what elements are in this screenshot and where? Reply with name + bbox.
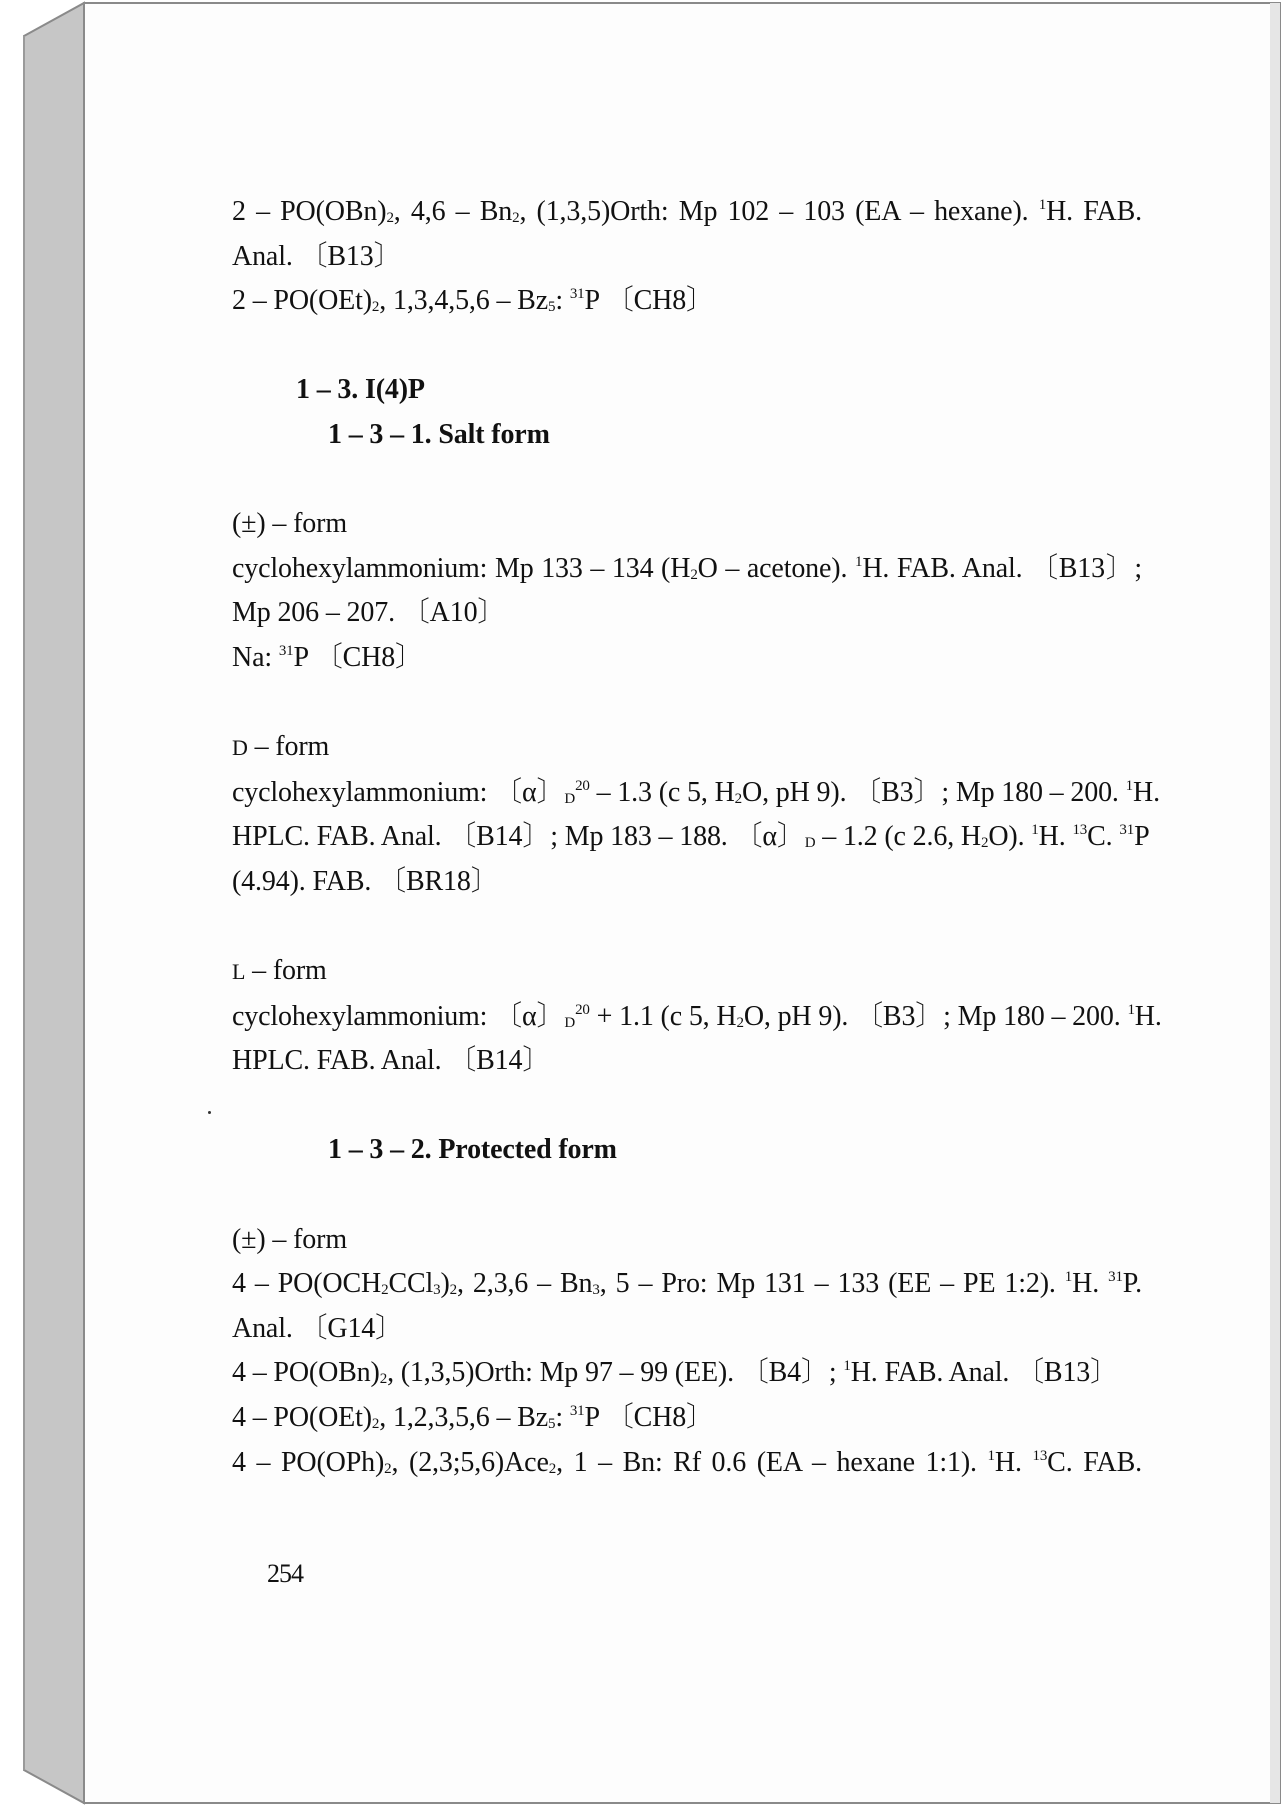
form-label-racemic: (±) – form (232, 508, 347, 540)
entry-line-10: HPLC. FAB. Anal. 〔B14〕; Mp 183 – 188. 〔α〕$_D$ – 1.2 (c 2.6, $H_2O$). $^1$H. $^{13}$C. $^{31}$P (232, 821, 1150, 853)
entry-line-7: Na: $^{31}$P 〔CH8〕 (232, 641, 423, 673)
form-label-l: L – form (232, 955, 327, 987)
spacer (232, 324, 1142, 369)
entry-line-2: Anal. 〔B13〕 (232, 240, 402, 272)
subsection-heading-1-3-2: 1 – 3 – 2. Protected form (328, 1134, 617, 1166)
scan-speck (208, 1111, 211, 1114)
spacer (232, 1173, 1142, 1218)
spacer (232, 458, 1142, 503)
entry-line-9: cyclohexylammonium: 〔α〕$_D^{20}$ – 1.3 (c 5, $H_2O$, pH 9). 〔B3〕; Mp 180 – 200. $^1$H. (232, 776, 1160, 808)
entry-line-18: $4 - PO(OBn)_2$, (1,3,5)Orth: Mp 97 – 99 (EE). 〔B4〕; $^1$H. FAB. Anal. 〔B13〕 (232, 1357, 1119, 1389)
spacer (232, 1084, 1142, 1129)
spacer (232, 681, 1142, 726)
entry-line-16: $4 - PO(OCH_2CCl_3)_2$, $2,3,6 - Bn_3$, 5 – Pro: Mp 131 – 133 (EE – PE 1:2). $^1$H. $^{31}$P. (232, 1268, 1142, 1300)
form-label-d: D – form (232, 731, 330, 763)
section-heading-1-3: 1 – 3. I(4)P (296, 374, 425, 406)
entry-line-3: $2 - PO(OEt)_2$, $1,3,4,5,6 - Bz_5$: $^{31}$P 〔CH8〕 (232, 285, 714, 317)
entry-line-19: $4 - PO(OEt)_2$, $1,2,3,5,6 - Bz_5$: $^{31}$P 〔CH8〕 (232, 1402, 714, 1434)
entry-line-6: Mp 206 – 207. 〔A10〕 (232, 597, 506, 629)
page-edge-shadow (1270, 3, 1280, 1803)
entry-line-1: $2 - PO(OBn)_2$, $4,6 - Bn_2$, (1,3,5)Orth: Mp 102 – 103 (EA – hexane). $^1$H. FAB. (232, 196, 1142, 227)
page-text-block (232, 190, 1162, 1485)
entry-line-11: (4.94). FAB. 〔BR18〕 (232, 865, 499, 897)
spacer (232, 905, 1142, 950)
entry-line-13: cyclohexylammonium: 〔α〕$_D^{20}$ + 1.1 (c 5, $H_2O$, pH 9). 〔B3〕; Mp 180 – 200. $^1$H. (232, 1000, 1162, 1032)
entry-line-20: $4 - PO(OPh)_2$, (2,3;5,6)Ace$_2$, 1 – Bn: Rf 0.6 (EA – hexane 1:1). $^1$H. $^{13}$C. FAB. (232, 1446, 1142, 1478)
subsection-heading-1-3-1: 1 – 3 – 1. Salt form (328, 418, 550, 450)
book-spine (24, 3, 84, 1803)
entry-line-17: Anal. 〔G14〕 (232, 1312, 403, 1344)
form-label-racemic-protected: (±) – form (232, 1223, 347, 1255)
entry-line-5: cyclohexylammonium: Mp 133 – 134 ($H_2O$ – acetone). $^1$H. FAB. Anal. 〔B13〕; (232, 552, 1143, 584)
entry-line-14: HPLC. FAB. Anal. 〔B14〕 (232, 1045, 551, 1077)
page-number: 254 (267, 1559, 303, 1588)
